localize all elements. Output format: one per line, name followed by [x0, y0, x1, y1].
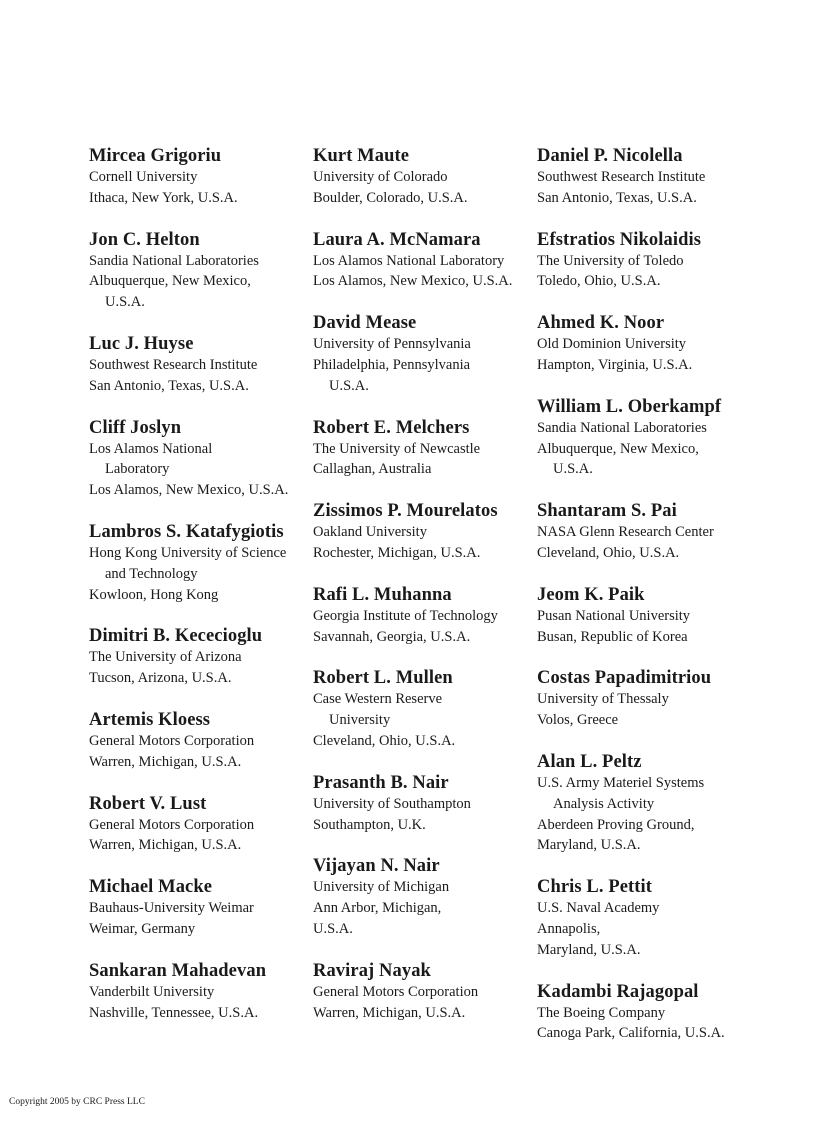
- contributor-affiliation-line: Busan, Republic of Korea: [537, 628, 688, 645]
- contributor-affiliation-line: University of Thessaly: [537, 691, 669, 708]
- contributor-affiliation-line: Old Dominion University: [537, 336, 687, 353]
- contributor-entry: [313, 501, 537, 564]
- contributor-name: David Mease: [313, 313, 417, 334]
- contributor-name: Daniel P. Nicolella: [537, 146, 683, 166]
- contributor-affiliation-line: Hampton, Virginia, U.S.A.: [537, 356, 693, 373]
- contributor-name: Kadambi Rajagopal: [537, 981, 699, 1002]
- contributor-name: Luc J. Huyse: [89, 333, 194, 354]
- contributor-affiliation-line: Weimar, Germany: [89, 920, 196, 937]
- contributor-affiliation-line: Los Alamos National Laboratory: [313, 252, 505, 269]
- contributor-affiliation-line: U.S. Naval Academy: [537, 900, 660, 917]
- contributor-entry: [89, 146, 313, 209]
- contributor-affiliation-line: Albuquerque, New Mexico,: [89, 273, 251, 290]
- contributor-entry: [537, 397, 789, 480]
- contributor-name: Sankaran Mahadevan: [89, 960, 267, 981]
- contributor-entry: [313, 961, 537, 1024]
- contributor-affiliation-line: Analysis Activity: [553, 795, 655, 812]
- contributor-entry: [313, 856, 537, 939]
- contributor-affiliation-line: Boulder, Colorado, U.S.A.: [313, 189, 468, 206]
- contributor-affiliation-line: U.S.A.: [553, 461, 593, 478]
- contributor-affiliation-line: NASA Glenn Research Center: [537, 524, 714, 541]
- contributor-name: Cliff Joslyn: [89, 417, 182, 438]
- contributor-name: Raviraj Nayak: [313, 960, 431, 981]
- contributor-entry: [89, 877, 313, 940]
- contributor-name: Robert V. Lust: [89, 793, 207, 814]
- contributor-entry: [313, 146, 537, 209]
- contributor-affiliation-line: Oakland University: [313, 524, 427, 541]
- contributor-affiliation-line: U.S.A.: [329, 377, 369, 394]
- contributor-affiliation-line: General Motors Corporation: [89, 732, 255, 749]
- contributor-affiliation-line: Laboratory: [105, 461, 170, 478]
- contributor-name: Shantaram S. Pai: [537, 501, 677, 522]
- contributor-affiliation-line: Toledo, Ohio, U.S.A.: [537, 273, 661, 290]
- contributor-name: Dimitri B. Kececioglu: [89, 626, 263, 647]
- contributor-name: Michael Macke: [89, 877, 213, 898]
- contributor-affiliation-line: Southampton, U.K.: [313, 816, 426, 833]
- contributor-name: Zissimos P. Mourelatos: [313, 501, 498, 522]
- contributor-affiliation-line: General Motors Corporation: [313, 983, 479, 1000]
- contributor-entry: [89, 418, 313, 501]
- contributor-affiliation-line: Rochester, Michigan, U.S.A.: [313, 544, 481, 561]
- contributor-entry: [313, 313, 537, 396]
- contributor-name: Prasanth B. Nair: [313, 772, 449, 793]
- contributor-entry: [537, 501, 789, 564]
- contributor-affiliation-line: Los Alamos, New Mexico, U.S.A.: [313, 273, 513, 290]
- contributor-affiliation-line: Pusan National University: [537, 607, 691, 624]
- contributor-name: Lambros S. Katafygiotis: [89, 521, 284, 542]
- contributor-name: Jon C. Helton: [89, 229, 200, 250]
- contributor-affiliation-line: Cleveland, Ohio, U.S.A.: [537, 544, 680, 561]
- contributor-name: Ahmed K. Noor: [537, 313, 665, 334]
- contributor-affiliation-line: Annapolis,: [537, 920, 601, 937]
- contributor-affiliation-line: Albuquerque, New Mexico,: [537, 440, 699, 457]
- contributors-list: [89, 146, 789, 1065]
- contributor-affiliation-line: Savannah, Georgia, U.S.A.: [313, 628, 471, 645]
- contributor-affiliation-line: Hong Kong University of Science: [89, 544, 287, 561]
- contributor-affiliation-line: Tucson, Arizona, U.S.A.: [89, 670, 232, 687]
- contributor-name: Laura A. McNamara: [313, 229, 481, 250]
- contributor-affiliation-line: Warren, Michigan, U.S.A.: [89, 837, 242, 854]
- contributor-column-3: [537, 146, 789, 1065]
- contributor-name: Alan L. Peltz: [537, 751, 642, 772]
- contributor-affiliation-line: Cleveland, Ohio, U.S.A.: [313, 732, 456, 749]
- contributor-affiliation-line: Los Alamos National: [89, 440, 213, 457]
- contributor-affiliation-line: The University of Toledo: [537, 252, 684, 269]
- contributor-entry: [537, 668, 789, 731]
- contributor-entry: [89, 794, 313, 857]
- contributor-affiliation-line: Canoga Park, California, U.S.A.: [537, 1025, 725, 1042]
- contributor-affiliation-line: The University of Arizona: [89, 649, 242, 666]
- contributor-entry: [537, 146, 789, 209]
- contributor-name: Kurt Maute: [313, 146, 410, 166]
- contributor-entry: [313, 585, 537, 648]
- contributor-entry: [89, 961, 313, 1024]
- contributor-affiliation-line: The University of Newcastle: [313, 440, 481, 457]
- contributor-affiliation-line: University of Southampton: [313, 795, 471, 812]
- contributor-entry: [537, 585, 789, 648]
- contributor-affiliation-line: U.S. Army Materiel Systems: [537, 774, 705, 791]
- contributor-affiliation-line: General Motors Corporation: [89, 816, 255, 833]
- contributor-affiliation-line: Sandia National Laboratories: [89, 252, 259, 269]
- contributor-entry: [537, 313, 789, 376]
- contributor-affiliation-line: Southwest Research Institute: [537, 169, 706, 185]
- contributor-affiliation-line: Aberdeen Proving Ground,: [537, 816, 695, 833]
- contributor-affiliation-line: Maryland, U.S.A.: [537, 837, 641, 854]
- contributor-entry: [313, 418, 537, 481]
- contributor-name: Vijayan N. Nair: [313, 856, 440, 877]
- contributor-name: Robert L. Mullen: [313, 668, 453, 689]
- contributor-entry: [89, 626, 313, 689]
- contributor-name: Jeom K. Paik: [537, 584, 645, 605]
- contributor-affiliation-line: University of Pennsylvania: [313, 336, 471, 353]
- contributor-affiliation-line: Georgia Institute of Technology: [313, 607, 498, 624]
- contributor-affiliation-line: Case Western Reserve: [313, 691, 443, 708]
- contributor-entry: [89, 710, 313, 773]
- contributor-affiliation-line: Sandia National Laboratories: [537, 419, 707, 436]
- contributor-name: Chris L. Pettit: [537, 877, 653, 898]
- contributor-affiliation-line: and Technology: [105, 565, 198, 582]
- contributor-affiliation-line: Volos, Greece: [537, 712, 619, 729]
- contributor-affiliation-line: Nashville, Tennessee, U.S.A.: [89, 1004, 259, 1021]
- contributor-affiliation-line: San Antonio, Texas, U.S.A.: [89, 377, 249, 394]
- contributor-affiliation-line: University: [329, 712, 391, 729]
- contributor-affiliation-line: Warren, Michigan, U.S.A.: [313, 1004, 466, 1021]
- contributor-entry: [89, 230, 313, 313]
- contributor-entry: [313, 230, 537, 293]
- contributor-affiliation-line: The Boeing Company: [537, 1004, 666, 1021]
- contributor-name: Costas Papadimitriou: [537, 668, 712, 689]
- contributor-affiliation-line: University of Michigan: [313, 879, 450, 896]
- contributor-affiliation-line: Ithaca, New York, U.S.A.: [89, 189, 238, 206]
- contributor-affiliation-line: Warren, Michigan, U.S.A.: [89, 753, 242, 770]
- contributor-name: Robert E. Melchers: [313, 417, 470, 438]
- contributor-affiliation-line: Cornell University: [89, 169, 198, 185]
- contributor-name: Efstratios Nikolaidis: [537, 229, 701, 250]
- contributor-column-1: [89, 146, 313, 1065]
- contributor-entry: [537, 752, 789, 856]
- contributor-affiliation-line: Vanderbilt University: [89, 983, 215, 1000]
- contributor-name: Rafi L. Muhanna: [313, 584, 452, 605]
- contributor-affiliation-line: U.S.A.: [313, 920, 353, 937]
- contributor-affiliation-line: Bauhaus-University Weimar: [89, 900, 254, 917]
- contributor-affiliation-line: Philadelphia, Pennsylvania: [313, 356, 471, 373]
- copyright-notice: Copyright 2005 by CRC Press LLC: [9, 1097, 145, 1107]
- contributor-entry: [537, 982, 789, 1045]
- contributor-entry: [537, 877, 789, 960]
- contributor-column-2: [313, 146, 537, 1065]
- contributor-name: Mircea Grigoriu: [89, 146, 222, 166]
- contributor-affiliation-line: Southwest Research Institute: [89, 356, 258, 373]
- contributor-affiliation-line: Kowloon, Hong Kong: [89, 586, 219, 603]
- contributor-affiliation-line: U.S.A.: [105, 294, 145, 311]
- contributor-affiliation-line: University of Colorado: [313, 169, 448, 185]
- contributor-entry: [313, 773, 537, 836]
- contributor-affiliation-line: Ann Arbor, Michigan,: [313, 900, 442, 917]
- contributor-affiliation-line: Los Alamos, New Mexico, U.S.A.: [89, 482, 289, 499]
- contributor-entry: [537, 230, 789, 293]
- contributor-name: Artemis Kloess: [89, 709, 211, 730]
- contributor-affiliation-line: Callaghan, Australia: [313, 461, 432, 478]
- contributor-affiliation-line: Maryland, U.S.A.: [537, 941, 641, 958]
- contributor-affiliation-line: San Antonio, Texas, U.S.A.: [537, 189, 697, 206]
- contributor-name: William L. Oberkampf: [537, 396, 722, 417]
- contributor-entry: [313, 668, 537, 751]
- contributor-entry: [89, 522, 313, 605]
- contributor-entry: [89, 334, 313, 397]
